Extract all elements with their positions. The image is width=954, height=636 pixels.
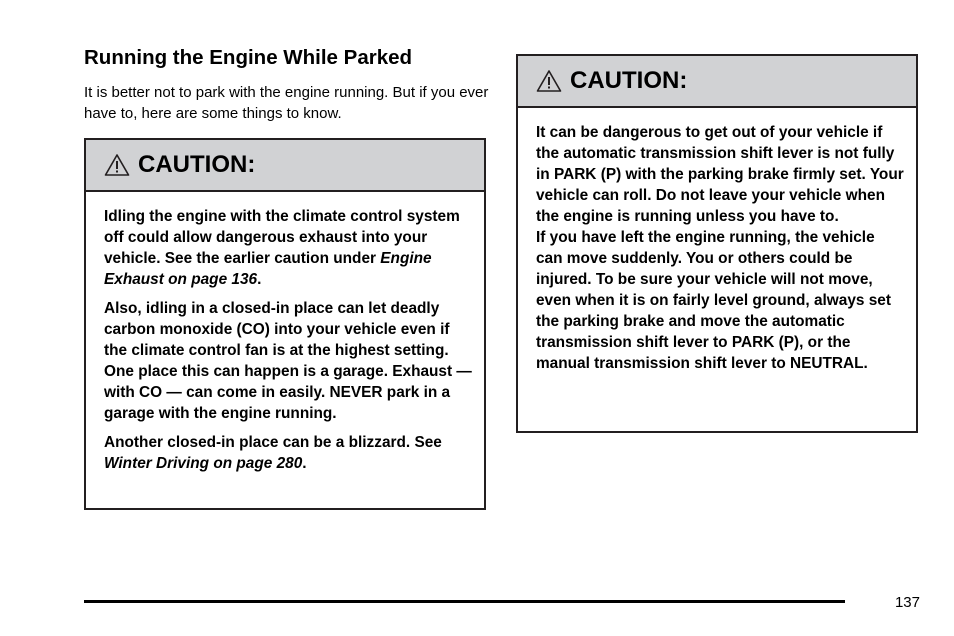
caution-paragraph [104, 206, 472, 290]
caution-body [518, 108, 916, 374]
caution-label: CAUTION: [138, 151, 256, 178]
page-reference: Engine Exhaust on page 136 [104, 250, 432, 288]
page-number: 137 [894, 594, 920, 611]
caution-paragraph [104, 432, 472, 474]
caution-body [86, 192, 484, 474]
warning-triangle-icon [536, 69, 562, 93]
caution-box-right [516, 54, 918, 433]
intro-paragraph: It is better not to park with the engine running. But if you ever have to, here are some things to know. [84, 84, 489, 122]
section-title: Running the Engine While Parked [84, 46, 413, 69]
page-reference: Winter Driving on page 280 [104, 455, 303, 472]
caution-paragraph: Also, idling in a closed-in place can let deadly carbon monoxide (CO) into your vehicle even if the climate control fan is at the highest setting. One place this can happen is a garage. Exhaust — with CO — can come in easily. NEVER park in a garage with the engine running. [104, 300, 472, 422]
caution-header [86, 140, 484, 192]
caution-paragraph: It can be dangerous to get out of your vehicle if the automatic transmission shift lever is not fully in PARK (P) with the parking brake firmly set. Your vehicle can roll. Do not leave your vehicle when the engine is running unless you have to. [536, 124, 904, 225]
warning-triangle-icon [104, 153, 130, 177]
punctuation: . [302, 455, 307, 472]
footer-rule [84, 600, 845, 603]
punctuation: . [257, 271, 262, 288]
caution-text: Idling the engine with the climate control system off could allow dangerous exhaust into your vehicle. See the earlier caution under [104, 208, 460, 267]
caution-label: CAUTION: [570, 67, 688, 94]
caution-header [518, 56, 916, 108]
caution-box-left [84, 138, 486, 510]
caution-text: Another closed-in place can be a blizzard. See [104, 434, 442, 451]
caution-paragraph: If you have left the engine running, the vehicle can move suddenly. You or others could be injured. To be sure your vehicle will not move, even when it is on fairly level ground, always set the parking brake and move the automatic transmission shift lever to PARK (P), or the manual transmission shift lever to NEUTRAL. [536, 229, 891, 372]
